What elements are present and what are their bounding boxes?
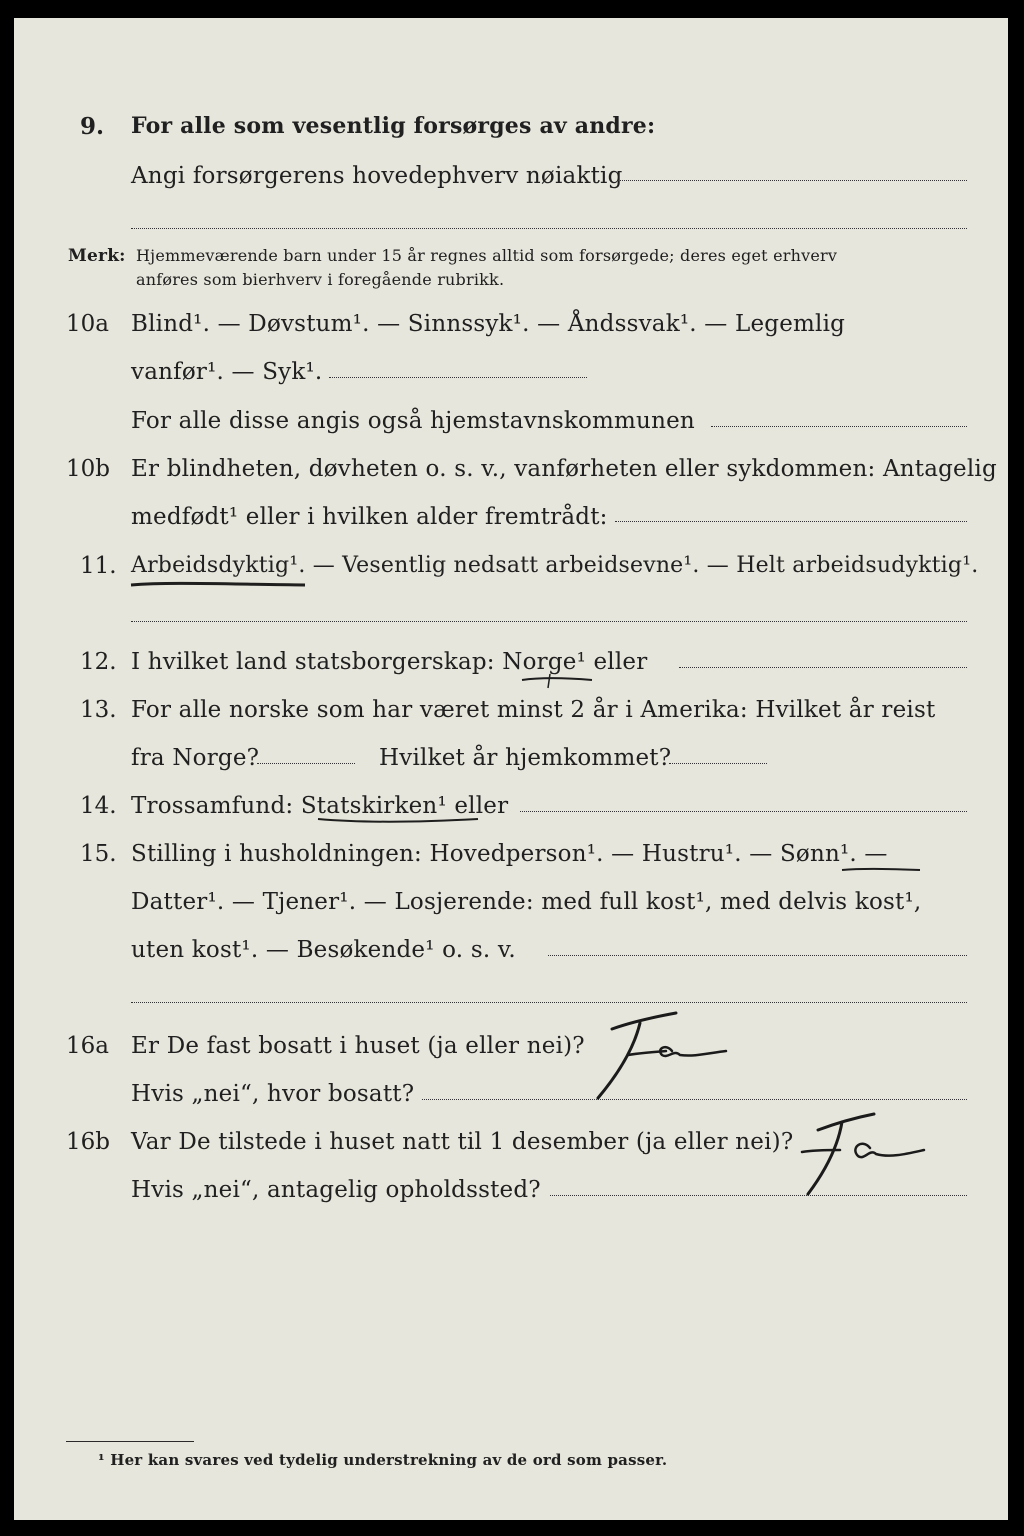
q13-line2a: fra Norge? bbox=[131, 745, 260, 771]
q12-number: 12. bbox=[80, 649, 117, 675]
q11-line1: Arbeidsdyktig¹. — Vesentlig nedsatt arbeidsevne¹. — Helt arbeidsudyktig¹. bbox=[131, 553, 979, 578]
q16a-line1: Er De fast bosatt i huset (ja eller nei)? bbox=[131, 1033, 585, 1059]
q16b-line1: Var De tilstede i huset natt til 1 desember (ja eller nei)? bbox=[131, 1129, 794, 1155]
q16b-line2: Hvis „nei“, antagelig opholdssted? bbox=[131, 1177, 541, 1203]
footnote: ¹ Her kan svares ved tydelig understrekning av de ord som passer. bbox=[98, 1451, 668, 1469]
q14-number: 14. bbox=[80, 793, 117, 819]
statskirken-underline bbox=[314, 813, 484, 829]
q10a-line3: For alle disse angis også hjemstavnskommunen bbox=[131, 408, 695, 434]
merk-label: Merk: bbox=[68, 246, 126, 266]
q9-answer-line bbox=[617, 180, 967, 181]
q15-number: 15. bbox=[80, 841, 117, 867]
q11-answer-line bbox=[131, 621, 967, 622]
q16b-handwritten-ja bbox=[794, 1106, 934, 1201]
q10a-line2: vanfør¹. — Syk¹. bbox=[131, 359, 323, 385]
sonn-underline bbox=[840, 864, 924, 876]
q9-answer-line-2 bbox=[131, 228, 967, 229]
q13-line1: For alle norske som har været minst 2 år i Amerika: Hvilket år reist bbox=[131, 697, 936, 723]
q16a-handwritten-ja bbox=[584, 1003, 734, 1103]
q10b-answer-line bbox=[615, 521, 967, 522]
q15-line3: uten kost¹. — Besøkende¹ o. s. v. bbox=[131, 937, 516, 963]
q10a-number: 10a bbox=[66, 311, 109, 337]
q10b-line2: medfødt¹ eller i hvilken alder fremtrådt: bbox=[131, 504, 608, 530]
q10b-line1: Er blindheten, døvheten o. s. v., vanførheten eller sykdommen: Antagelig bbox=[131, 456, 997, 482]
q16a-line2: Hvis „nei“, hvor bosatt? bbox=[131, 1081, 415, 1107]
footnote-rule bbox=[66, 1441, 194, 1442]
census-form-page bbox=[14, 18, 1008, 1520]
q10a-line1: Blind¹. — Døvstum¹. — Sinnssyk¹. — Åndssvak¹. — Legemlig bbox=[131, 311, 846, 337]
q16a-number: 16a bbox=[66, 1033, 109, 1059]
merk-line2: anføres som bierhverv i foregående rubrikk. bbox=[136, 270, 505, 289]
q15-answer-line-2 bbox=[131, 1002, 967, 1003]
q15-line1: Stilling i husholdningen: Hovedperson¹. — Hustru¹. — Sønn¹. — bbox=[131, 841, 888, 867]
merk-line1: Hjemmeværende barn under 15 år regnes alltid som forsørgede; deres eget erhverv bbox=[136, 246, 838, 265]
q13-year-left-line bbox=[257, 763, 355, 764]
q10a-answer-line bbox=[329, 377, 587, 378]
q10b-number: 10b bbox=[66, 456, 110, 482]
q13-number: 13. bbox=[80, 697, 117, 723]
q12-answer-line bbox=[679, 667, 967, 668]
q15-answer-line bbox=[548, 955, 967, 956]
q11-number: 11. bbox=[80, 553, 117, 579]
q15-line2: Datter¹. — Tjener¹. — Losjerende: med full kost¹, med delvis kost¹, bbox=[131, 889, 922, 915]
q14-line1: Trossamfund: Statskirken¹ eller bbox=[131, 793, 509, 819]
q10a-answer-line-2 bbox=[711, 426, 967, 427]
q16b-number: 16b bbox=[66, 1129, 110, 1155]
q13-line2b: Hvilket år hjemkommet? bbox=[379, 745, 672, 771]
q14-answer-line bbox=[520, 811, 967, 812]
q9-line2: Angi forsørgerens hovedерhverv nøiaktig bbox=[131, 163, 623, 189]
q9-line1: For alle som vesentlig forsørges av andre: bbox=[131, 113, 656, 139]
q13-year-returned-line bbox=[669, 763, 767, 764]
q9-number: 9. bbox=[80, 113, 105, 140]
norge-underline bbox=[518, 672, 598, 692]
q12-line1: I hvilket land statsborgerskap: Norge¹ eller bbox=[131, 649, 648, 675]
arbeidsdyktig-underline bbox=[129, 576, 309, 592]
